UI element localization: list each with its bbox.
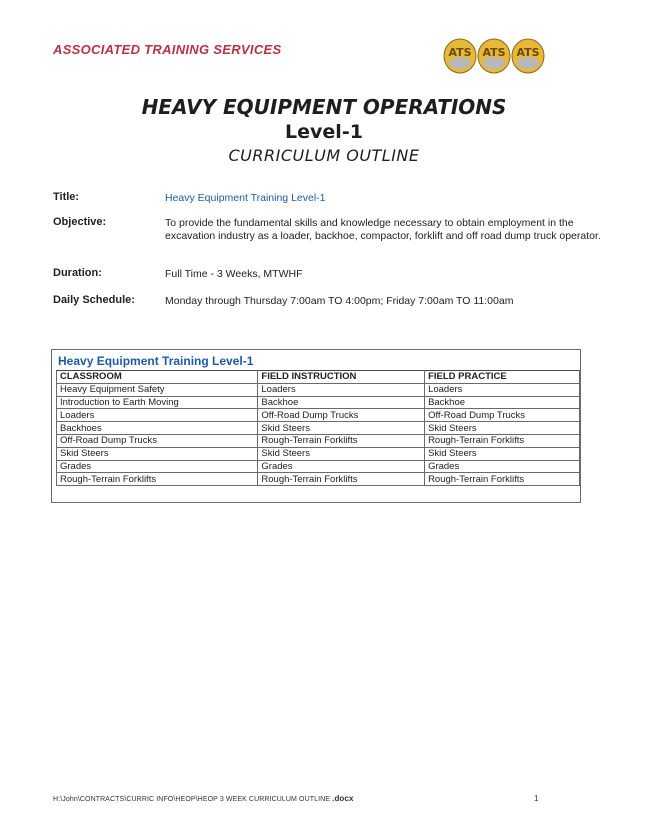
header-classroom: CLASSROOM	[57, 371, 258, 384]
header-field-instruction: FIELD INSTRUCTION	[258, 371, 425, 384]
table-cell: Skid Steers	[57, 447, 258, 460]
schedule-value: Monday through Thursday 7:00am TO 4:00pm; Friday 7:00am TO 11:00am	[165, 295, 514, 307]
table-cell: Skid Steers	[425, 447, 580, 460]
header-field-practice: FIELD PRACTICE	[425, 371, 580, 384]
table-cell: Rough-Terrain Forklifts	[57, 473, 258, 486]
table-cell: Skid Steers	[258, 422, 425, 435]
duration-label: Duration:	[53, 267, 102, 279]
ats-logo-badge-2	[478, 39, 510, 73]
ats-logo-badge-1	[444, 39, 476, 73]
table-cell: Grades	[57, 460, 258, 473]
table-cell: Skid Steers	[258, 447, 425, 460]
table-cell: Off-Road Dump Trucks	[425, 409, 580, 422]
table-row	[57, 447, 580, 460]
table-cell: Loaders	[57, 409, 258, 422]
table-cell: Grades	[425, 460, 580, 473]
objective-label: Objective:	[53, 216, 107, 228]
curriculum-table	[51, 349, 581, 503]
ats-logo-badge-3	[512, 39, 544, 73]
table-row	[57, 473, 580, 486]
title-value: Heavy Equipment Training Level-1	[165, 192, 326, 204]
logo-text-2: ATS	[482, 46, 506, 59]
table-cell: Loaders	[425, 383, 580, 396]
table-cell: Grades	[258, 460, 425, 473]
heading-level: Level-1	[285, 121, 363, 143]
table-cell: Backhoes	[57, 422, 258, 435]
table-row	[57, 460, 580, 473]
table-cell: Off-Road Dump Trucks	[57, 434, 258, 447]
logo-text-3: ATS	[516, 46, 540, 59]
curriculum-grid	[56, 370, 580, 486]
ats-logo	[443, 36, 545, 76]
schedule-label: Daily Schedule:	[53, 294, 135, 306]
table-cell: Backhoe	[258, 396, 425, 409]
table-cell: Skid Steers	[425, 422, 580, 435]
logo-text-1: ATS	[448, 46, 472, 59]
table-cell: Introduction to Earth Moving	[57, 396, 258, 409]
table-row	[57, 422, 580, 435]
table-cell: Heavy Equipment Safety	[57, 383, 258, 396]
document-heading	[0, 94, 648, 167]
duration-value: Full Time - 3 Weeks, MTWHF	[165, 268, 303, 280]
table-row	[57, 434, 580, 447]
footer-extension: .docx	[332, 794, 354, 803]
table-row	[57, 409, 580, 422]
table-row	[57, 383, 580, 396]
table-cell: Rough-Terrain Forklifts	[258, 434, 425, 447]
page-number: 1	[534, 794, 539, 803]
table-cell: Loaders	[258, 383, 425, 396]
heading-subtitle: CURRICULUM OUTLINE	[228, 146, 420, 165]
objective-value: To provide the fundamental skills and knowledge necessary to obtain employment in the excavation industry as a loader, backhoe, compactor, forklift and off road dump truck operator.	[165, 217, 601, 242]
table-header-row	[57, 371, 580, 384]
table-cell: Rough-Terrain Forklifts	[425, 434, 580, 447]
table-cell: Off-Road Dump Trucks	[258, 409, 425, 422]
table-row	[57, 396, 580, 409]
heading-title: HEAVY EQUIPMENT OPERATIONS	[141, 95, 507, 119]
footer-path-text: H:\John\CONTRACTS\CURRIC INFO\HEOP\HEOP 3 WEEK CURRICULUM OUTLINE	[53, 796, 331, 803]
footer-file-path	[53, 794, 354, 803]
company-name: ASSOCIATED TRAINING SERVICES	[53, 42, 282, 57]
title-label: Title:	[53, 191, 80, 203]
table-cell: Backhoe	[425, 396, 580, 409]
table-title: Heavy Equipment Training Level-1	[58, 354, 254, 368]
table-cell: Rough-Terrain Forklifts	[258, 473, 425, 486]
table-cell: Rough-Terrain Forklifts	[425, 473, 580, 486]
